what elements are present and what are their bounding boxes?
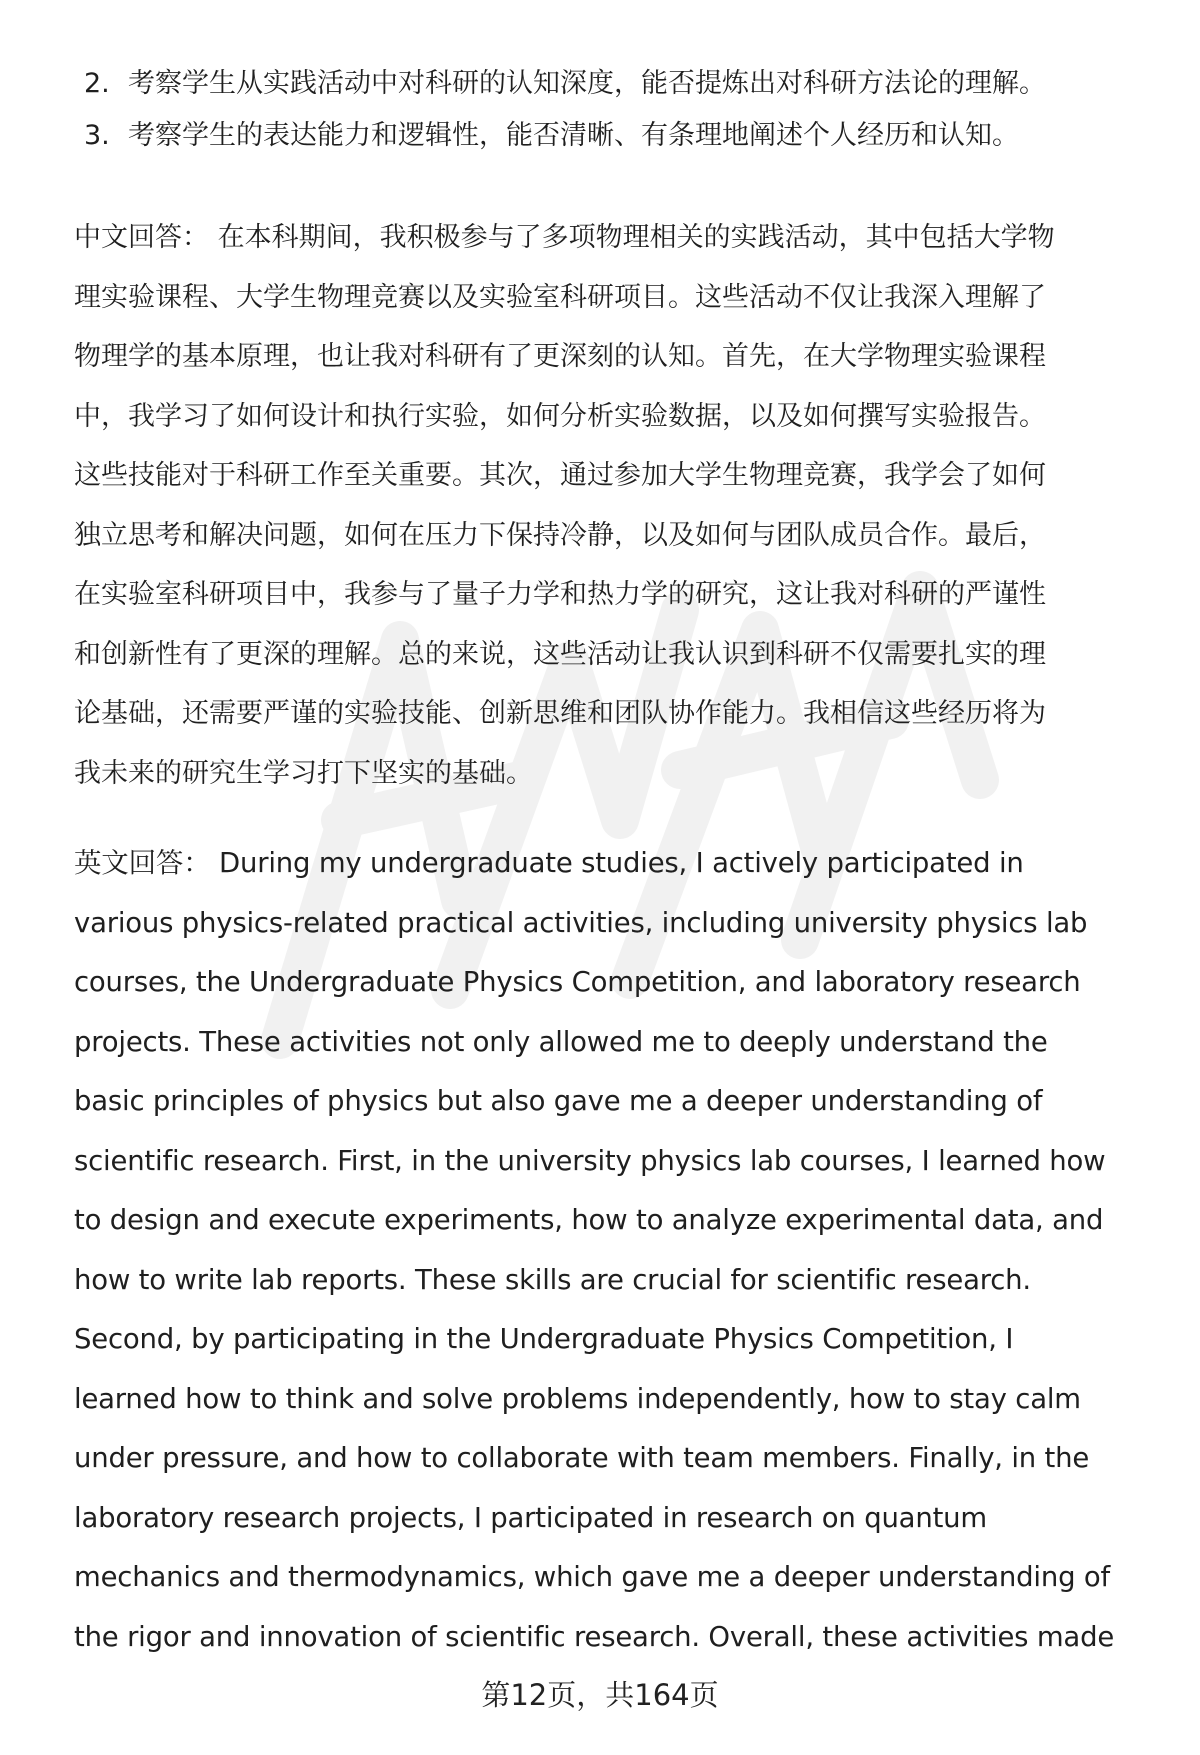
list-item [84,116,1019,156]
chinese-answer-line: 物理学的基本原理，也让我对科研有了更深刻的认知。首先，在大学物理实验课程 [74,341,1046,372]
english-answer-line: the rigor and innovation of scientific research. Overall, these activities made [74,1620,1115,1653]
chinese-answer-line: 独立思考和解决问题，如何在压力下保持冷静，以及如何与团队成员合作。最后， [74,519,1046,551]
english-answer-line: scientific research. First, in the university physics lab courses, I learned how [74,1144,1106,1177]
page-number-footer: 第12页，共164页 [481,1678,719,1712]
english-answer-paragraph [74,834,1154,1667]
chinese-answer-line: 这些技能对于科研工作至关重要。其次，通过参加大学生物理竞赛，我学会了如何 [74,460,1046,491]
english-answer-line: projects. These activities not only allowed me to deeply understand the [74,1025,1048,1058]
list-item [84,64,1046,104]
chinese-answer-paragraph [74,208,1154,803]
chinese-answer-line: 中文回答： 在本科期间，我积极参与了多项物理相关的实践活动，其中包括大学物 [74,222,1055,253]
english-answer-line: Second, by participating in the Undergraduate Physics Competition, I [74,1323,1014,1355]
english-answer-line: how to write lab reports. These skills are crucial for scientific research. [74,1263,1031,1296]
english-answer-line: basic principles of physics but also gave me a deeper understanding of [74,1085,1043,1117]
english-answer-line: 英文回答： During my undergraduate studies, I actively participated in [74,847,1024,879]
chinese-answer-line: 和创新性有了更深的理解。总的来说，这些活动让我认识到科研不仅需要扎实的理 [74,638,1046,670]
list-item-number: 3. [84,120,110,151]
english-answer-line: under pressure, and how to collaborate with team members. Finally, in the [74,1442,1090,1474]
list-item-number: 2. [84,68,110,99]
list-item-text: 考察学生从实践活动中对科研的认知深度，能否提炼出对科研方法论的理解。 [128,68,1046,99]
english-answer-line: laboratory research projects, I participated in research on quantum [74,1501,987,1534]
english-answer-line: to design and execute experiments, how to analyze experimental data, and [74,1204,1104,1236]
english-answer-line: learned how to think and solve problems independently, how to stay calm [74,1382,1081,1415]
english-answer-line: courses, the Undergraduate Physics Competition, and laboratory research [74,966,1081,998]
chinese-answer-line: 中，我学习了如何设计和执行实验，如何分析实验数据，以及如何撰写实验报告。 [74,400,1046,432]
chinese-answer-line: 论基础，还需要严谨的实验技能、创新思维和团队协作能力。我相信这些经历将为 [74,698,1046,729]
english-answer-line: mechanics and thermodynamics, which gave me a deeper understanding of [74,1561,1110,1593]
chinese-answer-line: 我未来的研究生学习打下坚实的基础。 [74,757,533,789]
english-answer-line: various physics-related practical activities, including university physics lab [74,906,1088,939]
chinese-answer-line: 在实验室科研项目中，我参与了量子力学和热力学的研究，这让我对科研的严谨性 [74,579,1046,610]
list-item-text: 考察学生的表达能力和逻辑性，能否清晰、有条理地阐述个人经历和认知。 [128,120,1019,151]
chinese-answer-line: 理实验课程、大学生物理竞赛以及实验室科研项目。这些活动不仅让我深入理解了 [74,281,1046,313]
